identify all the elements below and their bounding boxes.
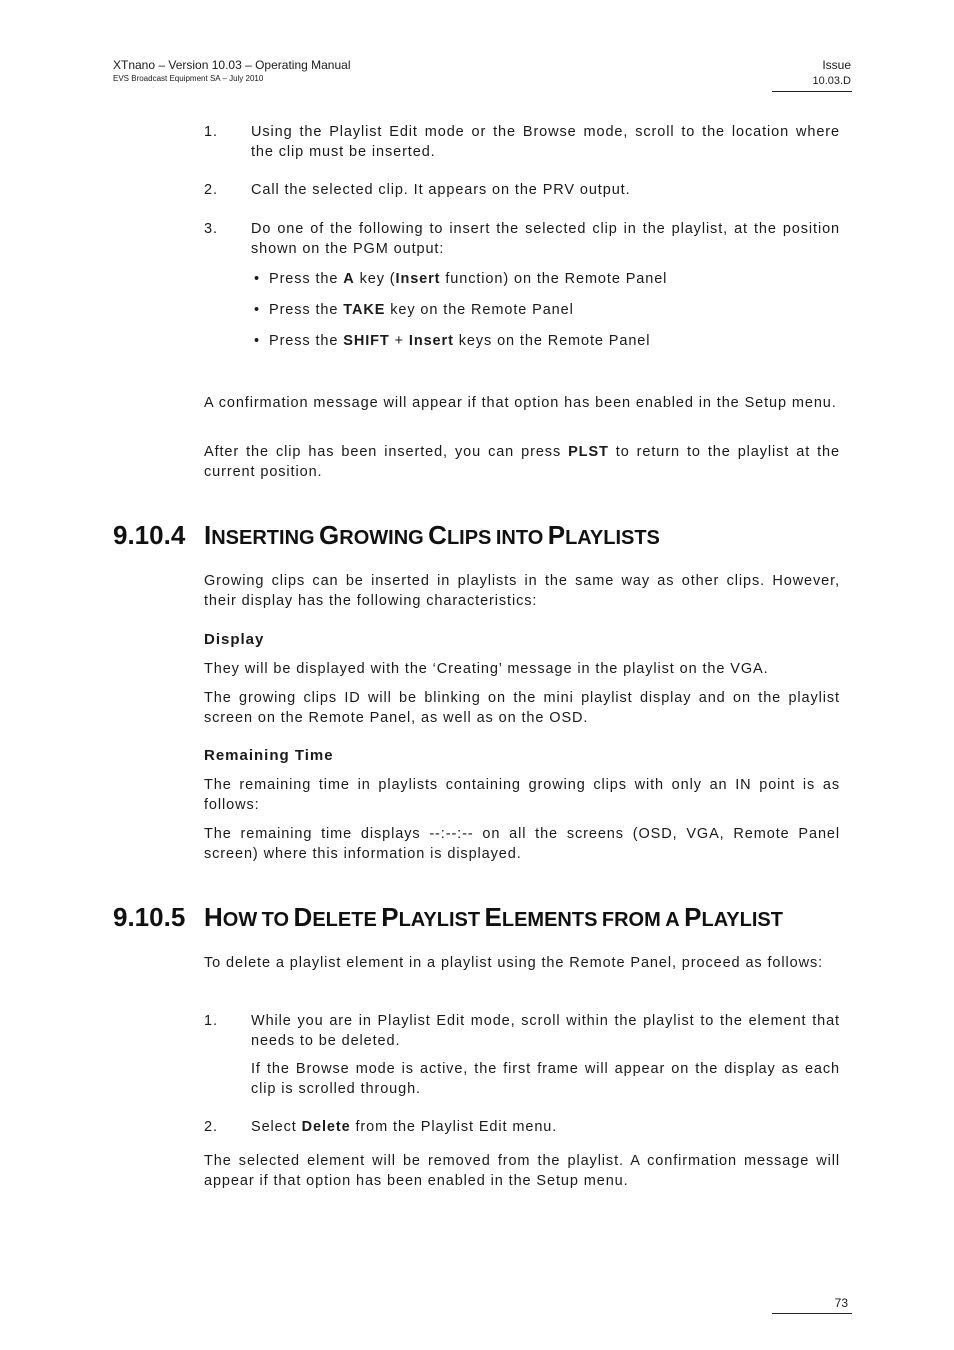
section-number: 9.10.4 bbox=[113, 520, 186, 550]
heading-smallcaps: FROM bbox=[601, 909, 661, 931]
step-text: While you are in Playlist Edit mode, scroll within the playlist to the element that needs to be deleted. bbox=[251, 1013, 840, 1049]
publisher-date: EVS Broadcast Equipment SA – July 2010 bbox=[113, 74, 264, 83]
step-number: 3. bbox=[204, 221, 218, 237]
bullet-item: • Press the A key (Insert function) on the Remote Panel bbox=[254, 270, 667, 290]
after-insert-paragraph: After the clip has been inserted, you can press PLST to return to the playlist at the current position. bbox=[204, 444, 840, 480]
bullet-icon: • bbox=[254, 302, 260, 318]
header-rule bbox=[772, 91, 852, 92]
heading-smallcaps: TO bbox=[261, 909, 290, 931]
issue-label: Issue bbox=[822, 58, 851, 72]
heading-smallcaps: NSERTING bbox=[211, 527, 315, 549]
display-paragraph: The growing clips ID will be blinking on the mini playlist display and on the playlist screen on the Remote Panel, as well as on the OSD. bbox=[204, 690, 840, 726]
step-text: Do one of the following to insert the selected clip in the playlist, at the position shown on the PGM output: bbox=[251, 221, 840, 257]
bullet-item: • Press the TAKE key on the Remote Panel bbox=[254, 301, 574, 321]
subheading-remaining-time: Remaining Time bbox=[204, 747, 334, 764]
heading-initial: H bbox=[204, 902, 223, 932]
section-intro: To delete a playlist element in a playlist using the Remote Panel, proceed as follows: bbox=[204, 955, 824, 971]
step-number: 1. bbox=[204, 124, 218, 140]
heading-smallcaps: INTO bbox=[495, 527, 544, 549]
heading-initial: P bbox=[381, 902, 399, 932]
section-heading bbox=[113, 520, 660, 551]
subheading-display: Display bbox=[204, 631, 265, 648]
step-number: 2. bbox=[204, 182, 218, 198]
confirmation-paragraph: A confirmation message will appear if that option has been enabled in the Setup menu. bbox=[204, 395, 837, 411]
heading-smallcaps: A bbox=[665, 909, 680, 931]
bullet-item: • Press the SHIFT + Insert keys on the Remote Panel bbox=[254, 332, 650, 352]
section-intro: Growing clips can be inserted in playlists in the same way as other clips. However, their display has the following characteristics: bbox=[204, 573, 840, 609]
heading-initial: P bbox=[684, 902, 702, 932]
step-number: 2. bbox=[204, 1119, 218, 1135]
heading-smallcaps: LAYLISTS bbox=[565, 527, 660, 549]
heading-initial: P bbox=[547, 520, 566, 550]
heading-smallcaps: LAYLIST bbox=[701, 909, 783, 931]
heading-initial: I bbox=[204, 520, 212, 550]
page-header bbox=[113, 57, 351, 84]
heading-smallcaps: LIPS bbox=[446, 527, 492, 549]
heading-initial: D bbox=[293, 902, 313, 932]
step-text: Using the Playlist Edit mode or the Browse mode, scroll to the location where the clip must be inserted. bbox=[251, 124, 840, 160]
heading-initial: C bbox=[428, 520, 447, 550]
footer-rule bbox=[772, 1313, 852, 1314]
step-note: If the Browse mode is active, the first frame will appear on the display as each clip is scrolled through. bbox=[251, 1061, 840, 1097]
section-title bbox=[204, 520, 660, 550]
heading-smallcaps: ROWING bbox=[339, 527, 424, 549]
section-title bbox=[204, 902, 783, 932]
heading-smallcaps: LAYLIST bbox=[398, 909, 481, 931]
heading-smallcaps: LEMENTS bbox=[501, 909, 598, 931]
issue-block bbox=[771, 57, 851, 89]
display-paragraph: They will be displayed with the ‘Creating’ message in the playlist on the VGA. bbox=[204, 661, 769, 677]
manual-title: XTnano – Version 10.03 – Operating Manual bbox=[113, 58, 351, 72]
issue-version: 10.03.D bbox=[812, 75, 851, 87]
step-text: Call the selected clip. It appears on the PRV output. bbox=[251, 182, 631, 198]
heading-initial: E bbox=[484, 902, 502, 932]
closing-paragraph: The selected element will be removed from the playlist. A confirmation message will appear if that option has been enabled in the Setup menu. bbox=[204, 1153, 840, 1189]
page-number: 73 bbox=[834, 1296, 848, 1310]
bullet-icon: • bbox=[254, 271, 260, 287]
bullet-icon: • bbox=[254, 333, 260, 349]
heading-smallcaps: OW bbox=[222, 909, 258, 931]
remaining-paragraph: The remaining time in playlists containing growing clips with only an IN point is as follows: bbox=[204, 777, 840, 813]
remaining-paragraph: The remaining time displays --:--:-- on all the screens (OSD, VGA, Remote Panel screen) where this information is displayed. bbox=[204, 826, 840, 862]
step-text: Select Delete from the Playlist Edit menu. bbox=[251, 1119, 558, 1135]
section-heading bbox=[113, 902, 783, 933]
heading-smallcaps: ELETE bbox=[312, 909, 377, 931]
heading-initial: G bbox=[319, 520, 340, 550]
section-number: 9.10.5 bbox=[113, 902, 186, 932]
step-number: 1. bbox=[204, 1013, 218, 1029]
